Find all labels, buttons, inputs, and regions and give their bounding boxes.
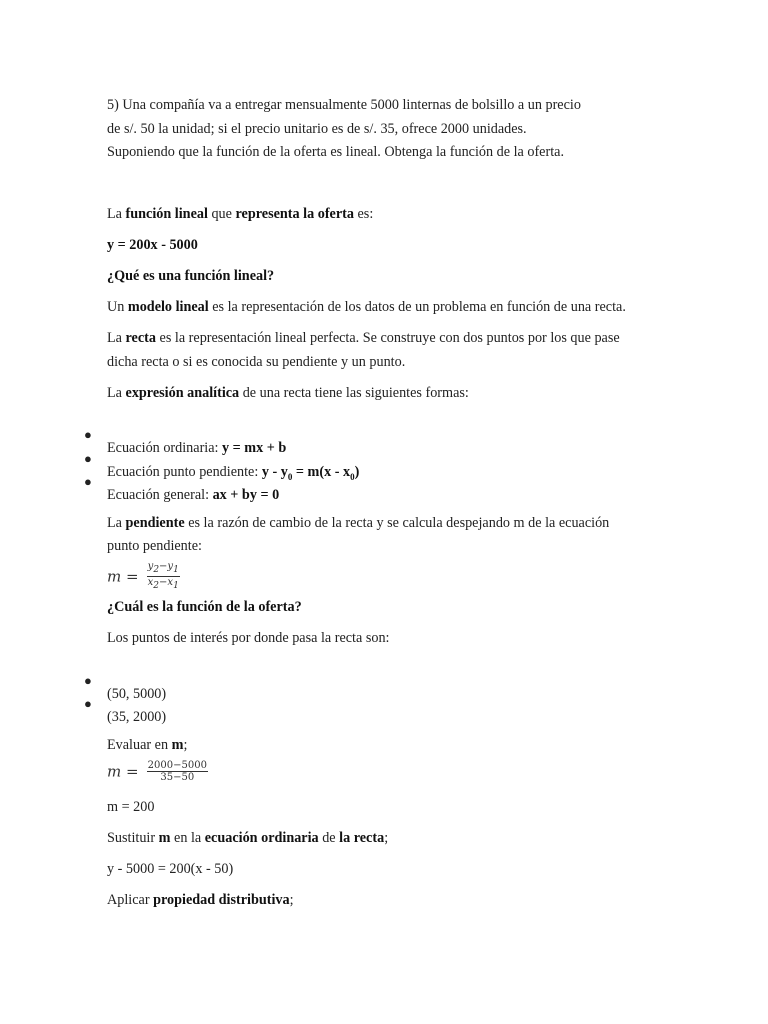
bullet-icon: ● — [84, 451, 92, 466]
point-item: (35, 2000) — [107, 709, 167, 726]
slope-result: m = 200 — [107, 799, 155, 815]
form-punto-pendiente: Ecuación punto pendiente: $y - y_0 = m(x - x_0)$ — [107, 464, 360, 483]
bullet-icon: ● — [84, 696, 92, 711]
bullet-icon: ● — [84, 474, 92, 489]
pendiente-paragraph-line-1: La pendiente es la razón de cambio de la recta y se calcula despejando m de la ecuación — [107, 515, 610, 531]
problem-line-2: de s/. 50 la unidad; si el precio unitario es de s/. 35, ofrece 2000 unidades. — [107, 121, 527, 137]
answer-equation: y = 200x - 5000 — [107, 237, 198, 253]
bullet-icon: ● — [84, 673, 92, 688]
recta-paragraph-line-2: dicha recta o si es conocida su pendiente y un punto. — [107, 354, 406, 370]
problem-line-1: 5) Una compañía va a entregar mensualmente 5000 linternas de bolsillo a un precio — [107, 97, 581, 113]
modelo-paragraph: Un modelo lineal es la representación de los datos de un problema en función de una recta. — [107, 299, 626, 315]
intro-paragraph: La función lineal que representa la oferta es: — [107, 206, 374, 222]
slope-formula: m = $\frac{y_2-y_1}{x_2-x_1}$ — [107, 561, 179, 591]
bullet-icon: ● — [84, 427, 92, 442]
puntos-intro: Los puntos de interés por donde pasa la recta son: — [107, 630, 390, 646]
form-general: Ecuación general: ax + by = 0 — [107, 487, 280, 504]
substituted-equation: y - 5000 = 200(x - 50) — [107, 861, 234, 877]
question-heading-1: ¿Qué es una función lineal? — [107, 268, 275, 284]
problem-line-3: Suponiendo que la función de la oferta es lineal. Obtenga la función de la oferta. — [107, 144, 564, 160]
pendiente-paragraph-line-2: punto pendiente: — [107, 538, 202, 554]
point-item: (50, 5000) — [107, 686, 167, 703]
form-ordinaria: Ecuación ordinaria: y = mx + b — [107, 440, 287, 457]
slope-calculation: m = $\frac{2000-5000}{35-50}$ — [107, 760, 207, 783]
aplicar-paragraph: Aplicar propiedad distributiva; — [107, 892, 294, 908]
expresion-paragraph: La expresión analítica de una recta tiene las siguientes formas: — [107, 385, 469, 401]
recta-paragraph-line-1: La recta es la representación lineal perfecta. Se construye con dos puntos por los que pase — [107, 330, 620, 346]
question-heading-2: ¿Cuál es la función de la oferta? — [107, 599, 302, 615]
sustituir-paragraph: Sustituir m en la ecuación ordinaria de la recta; — [107, 830, 389, 846]
evaluar-paragraph: Evaluar en m; — [107, 737, 188, 753]
